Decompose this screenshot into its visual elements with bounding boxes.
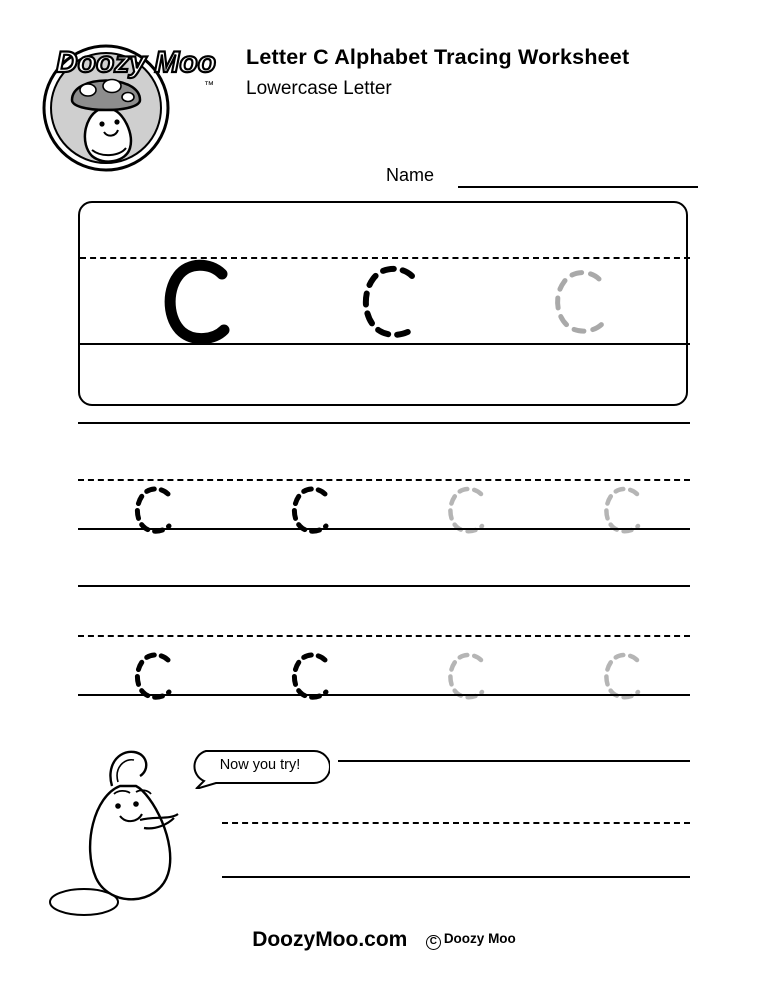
letter-c-dashed-light bbox=[450, 655, 482, 697]
practice-row-2-dashed-line bbox=[78, 635, 690, 637]
footer-copyright bbox=[426, 931, 516, 950]
letter-c-dashed-light bbox=[450, 489, 482, 531]
name-write-line[interactable] bbox=[458, 186, 698, 188]
letter-c-dashed-dark bbox=[294, 489, 326, 531]
bottom-line-dashed bbox=[222, 822, 690, 824]
title-block bbox=[246, 44, 716, 101]
practice-row-1-baseline[interactable] bbox=[78, 528, 690, 530]
copyright-icon: C bbox=[426, 935, 441, 950]
doozy-moo-logo bbox=[28, 26, 224, 176]
footer-copyright-text: Doozy Moo bbox=[443, 930, 516, 946]
letter-c-dashed-light bbox=[606, 655, 638, 697]
mushroom-mascot-logo-icon bbox=[28, 26, 224, 176]
letter-c-dashed-light bbox=[606, 489, 638, 531]
page-title: Letter C Alphabet Tracing Worksheet bbox=[246, 45, 630, 69]
svg-text:™: ™ bbox=[204, 80, 214, 91]
prompt-bubble-text: Now you try! bbox=[219, 757, 301, 773]
box-underline bbox=[78, 422, 690, 424]
practice-row-2-baseline[interactable] bbox=[78, 694, 690, 696]
svg-text:Doozy Moo: Doozy Moo bbox=[56, 46, 216, 79]
footer bbox=[0, 928, 768, 952]
footer-brand: DoozyMoo.com bbox=[252, 928, 408, 951]
trace-box bbox=[78, 201, 688, 406]
letter-c-dashed-dark bbox=[137, 489, 169, 531]
practice-row-1-dashed-line bbox=[78, 479, 690, 481]
mascot-icon bbox=[48, 742, 196, 924]
page-subtitle: Lowercase Letter bbox=[246, 77, 392, 99]
practice-row-1-underline bbox=[78, 585, 690, 587]
letter-c-dashed-dark bbox=[137, 655, 169, 697]
box-baseline-solid bbox=[80, 343, 690, 345]
bottom-line-baseline[interactable] bbox=[222, 876, 690, 878]
name-field-row bbox=[386, 165, 698, 193]
bottom-line-top[interactable] bbox=[338, 760, 690, 762]
letter-c-dashed-dark bbox=[294, 655, 326, 697]
box-midline-dashed bbox=[80, 257, 690, 259]
name-label: Name bbox=[386, 165, 435, 185]
